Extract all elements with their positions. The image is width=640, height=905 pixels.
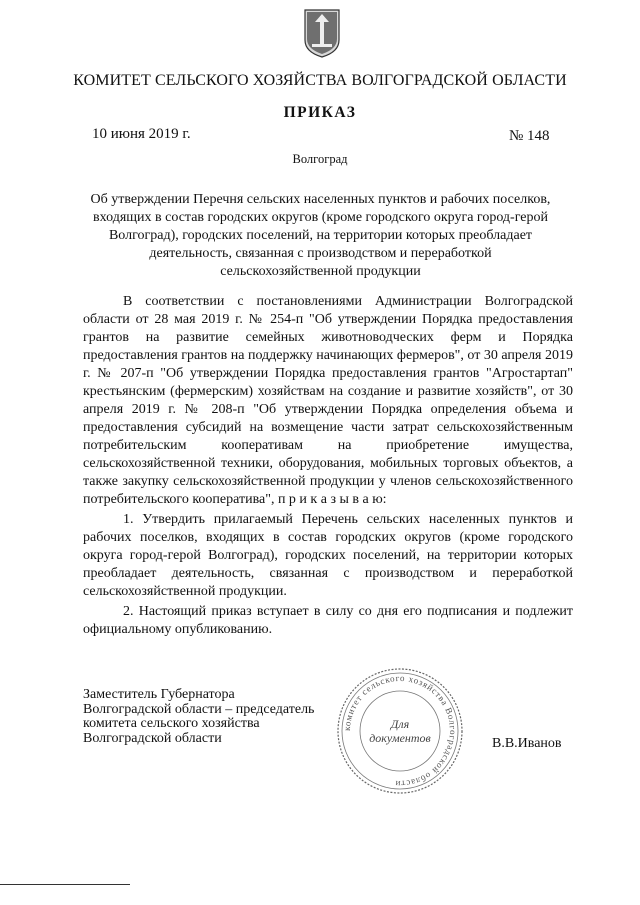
- signer-position-line: комитета сельского хозяйства: [83, 716, 260, 731]
- document-city: Волгоград: [292, 152, 348, 166]
- signer-position-line: Заместитель Губернатора: [83, 687, 235, 702]
- committee-name: КОМИТЕТ СЕЛЬСКОГО ХОЗЯЙСТВА ВОЛГОГРАДСКОЙ ОБЛАСТИ: [73, 72, 567, 89]
- document-body: [83, 293, 573, 639]
- official-stamp: [335, 666, 465, 796]
- signer-position-line: Волгоградской области: [83, 730, 222, 746]
- order-item-1: 1. Утвердить прилагаемый Перечень сельских населенных пунктов и рабочих поселков, входящих в состав городских округов (кроме городского округа город-герой Волгоград), городских поселений, на территории которых преобладает деятельность, связанная с производством и переработкой сельскохозяйственной продукции.: [83, 512, 573, 599]
- stamp-ring-text: комитет сельского хозяйства Волгоградской области: [341, 672, 459, 790]
- document-date: 10 июня 2019 г.: [92, 126, 191, 142]
- stamp-center-line: Для: [390, 717, 410, 731]
- document-subject: Об утверждении Перечня сельских населенных пунктов и рабочих поселков, входящих в состав городских округов (кроме городского округа город-герой Волгоград), городских поселений, на территории которых преобладает деятельность, связанная с производством и переработкой сельскохозяйственной продукции: [90, 192, 551, 279]
- coat-of-arms-emblem: [303, 8, 341, 58]
- order-item-2: 2. Настоящий приказ вступает в силу со дня его подписания и подлежит официальному опубликованию.: [83, 604, 573, 637]
- preamble-paragraph: В соответствии с постановлениями Администрации Волгоградской области от 28 мая 2019 г. № 254-п "Об утверждении Порядка предоставления грантов на развитие семейных животноводческих ферм и Порядка предоставления грантов на поддержку начинающих фермеров", от 30 апреля 2019 г. № 207-п "Об утверждении Порядка предоставления грантов "Агростартап" крестьянским (фермерским) хозяйствам на создание и развитие хозяйств", от 30 апреля 2019 г. № 208-п "Об утверждении Порядка определения объема и предоставления субсидий на возмещение части затрат сельскохозяйственным потребительским кооперативам на приобретение имущества, сельскохозяйственной техники, оборудования, мобильных торговых объектов, а также закупку сельскохозяйственной продукции у членов сельскохозяйственного потребительского кооператива", п р и к а з ы в а ю:: [83, 294, 573, 507]
- footer-divider: [0, 884, 130, 885]
- signer-name: В.В.Иванов: [492, 736, 562, 751]
- signer-position-line: Волгоградской области – председатель: [83, 701, 315, 717]
- signature-block: [83, 688, 314, 746]
- stamp-center-line: документов: [369, 731, 431, 745]
- document-title: ПРИКАЗ: [283, 104, 357, 121]
- document-number: № 148: [509, 128, 550, 144]
